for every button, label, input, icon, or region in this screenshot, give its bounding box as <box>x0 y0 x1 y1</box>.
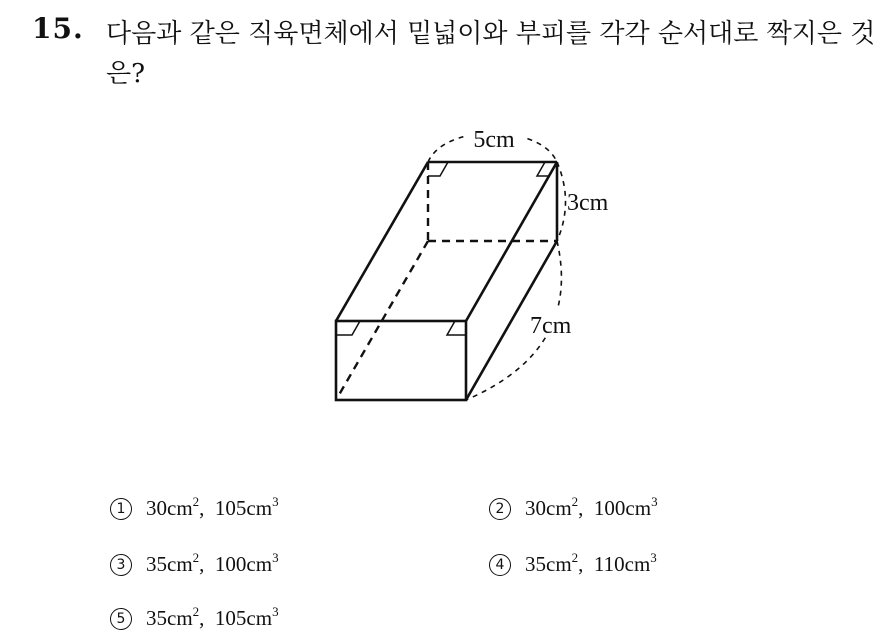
front-face <box>336 321 466 400</box>
height-label: 3cm <box>567 190 609 216</box>
question-text: 다음과 같은 직육면체에서 밑넓이와 부피를 각각 순서대로 짝지은 것은? <box>106 19 876 89</box>
choice-marker: 2 <box>489 498 511 520</box>
edge-top-left <box>336 162 428 321</box>
choice-3[interactable]: 3 $35cm^2$, $100cm^3$ <box>110 550 279 577</box>
length-label: 7cm <box>530 313 572 339</box>
question-number: 15. <box>32 12 84 45</box>
choice-4[interactable]: 4 $35cm^2$, $110cm^3$ <box>489 550 657 577</box>
choice-2[interactable]: 2 $30cm^2$, $100cm^3$ <box>489 494 658 521</box>
choice-1[interactable]: 1 $30cm^2$, $105cm^3$ <box>110 494 279 521</box>
right-angle-mark <box>428 162 448 176</box>
choice-marker: 5 <box>110 608 132 630</box>
choice-5[interactable]: 5 $35cm^2$, $105cm^3$ <box>110 604 279 631</box>
choice-marker: 1 <box>110 498 132 520</box>
width-label: 5cm <box>473 127 515 153</box>
choice-marker: 3 <box>110 554 132 576</box>
right-angle-mark <box>447 321 466 335</box>
choice-marker: 4 <box>489 554 511 576</box>
right-angle-mark <box>537 162 549 176</box>
right-angle-mark <box>336 321 360 335</box>
